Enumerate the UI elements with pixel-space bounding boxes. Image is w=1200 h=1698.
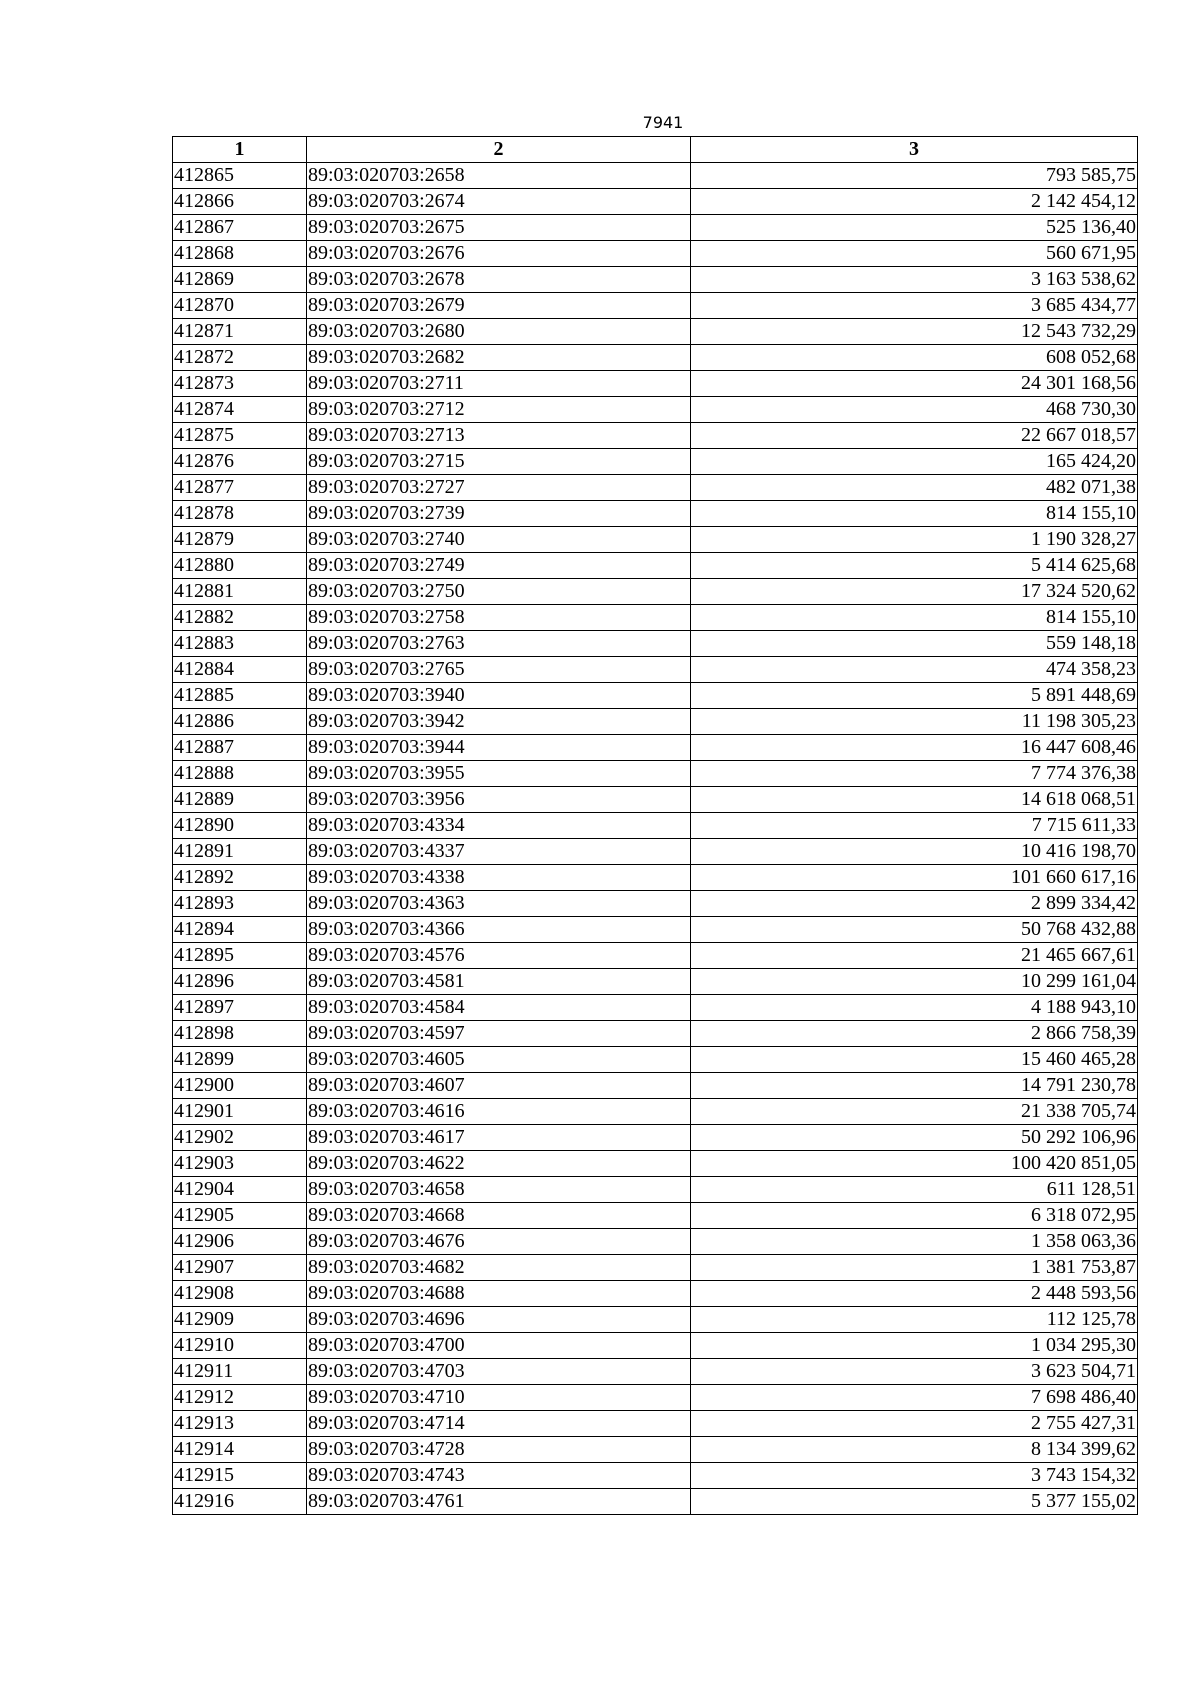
cadastral-number-cell: 89:03:020703:4676 <box>307 1229 691 1255</box>
cadastral-value-cell: 50 768 432,88 <box>691 917 1138 943</box>
cadastral-number-cell: 89:03:020703:2739 <box>307 501 691 527</box>
cadastral-number-cell: 89:03:020703:4710 <box>307 1385 691 1411</box>
row-number-cell: 412901 <box>173 1099 307 1125</box>
table-row <box>173 189 1138 215</box>
table-row <box>173 1177 1138 1203</box>
row-number-cell: 412869 <box>173 267 307 293</box>
column-header-number: 1 <box>173 137 307 163</box>
row-number-cell: 412868 <box>173 241 307 267</box>
cadastral-value-cell: 1 190 328,27 <box>691 527 1138 553</box>
row-number-cell: 412870 <box>173 293 307 319</box>
table-row <box>173 1333 1138 1359</box>
cadastral-value-cell: 22 667 018,57 <box>691 423 1138 449</box>
table-row <box>173 1073 1138 1099</box>
cadastral-number-cell: 89:03:020703:3944 <box>307 735 691 761</box>
cadastral-number-cell: 89:03:020703:2680 <box>307 319 691 345</box>
row-number-cell: 412882 <box>173 605 307 631</box>
cadastral-number-cell: 89:03:020703:4688 <box>307 1281 691 1307</box>
table-row <box>173 943 1138 969</box>
table-row <box>173 1151 1138 1177</box>
row-number-cell: 412872 <box>173 345 307 371</box>
row-number-cell: 412877 <box>173 475 307 501</box>
cadastral-value-cell: 24 301 168,56 <box>691 371 1138 397</box>
cadastral-value-cell: 7 774 376,38 <box>691 761 1138 787</box>
table-row <box>173 709 1138 735</box>
cadastral-number-cell: 89:03:020703:4728 <box>307 1437 691 1463</box>
table-row <box>173 761 1138 787</box>
cadastral-number-cell: 89:03:020703:4581 <box>307 969 691 995</box>
table-row <box>173 1359 1138 1385</box>
table-row <box>173 735 1138 761</box>
cadastral-value-cell: 559 148,18 <box>691 631 1138 657</box>
cadastral-value-cell: 2 755 427,31 <box>691 1411 1138 1437</box>
cadastral-number-cell: 89:03:020703:4622 <box>307 1151 691 1177</box>
table-row <box>173 293 1138 319</box>
row-number-cell: 412916 <box>173 1489 307 1515</box>
table-row <box>173 163 1138 189</box>
cadastral-value-cell: 14 791 230,78 <box>691 1073 1138 1099</box>
header-row <box>173 137 1138 163</box>
table-row <box>173 1437 1138 1463</box>
table-header <box>173 137 1138 163</box>
table-row <box>173 215 1138 241</box>
row-number-cell: 412890 <box>173 813 307 839</box>
cadastral-value-cell: 525 136,40 <box>691 215 1138 241</box>
cadastral-value-cell: 16 447 608,46 <box>691 735 1138 761</box>
cadastral-number-cell: 89:03:020703:2750 <box>307 579 691 605</box>
cadastral-value-cell: 5 377 155,02 <box>691 1489 1138 1515</box>
row-number-cell: 412883 <box>173 631 307 657</box>
row-number-cell: 412907 <box>173 1255 307 1281</box>
cadastral-number-cell: 89:03:020703:2740 <box>307 527 691 553</box>
row-number-cell: 412913 <box>173 1411 307 1437</box>
table-row <box>173 1411 1138 1437</box>
cadastral-value-table <box>172 136 1138 1515</box>
row-number-cell: 412891 <box>173 839 307 865</box>
cadastral-value-cell: 11 198 305,23 <box>691 709 1138 735</box>
table-row <box>173 241 1138 267</box>
row-number-cell: 412895 <box>173 943 307 969</box>
row-number-cell: 412904 <box>173 1177 307 1203</box>
cadastral-number-cell: 89:03:020703:2682 <box>307 345 691 371</box>
cadastral-value-cell: 50 292 106,96 <box>691 1125 1138 1151</box>
cadastral-value-cell: 3 623 504,71 <box>691 1359 1138 1385</box>
cadastral-number-cell: 89:03:020703:4576 <box>307 943 691 969</box>
cadastral-number-cell: 89:03:020703:4714 <box>307 1411 691 1437</box>
row-number-cell: 412871 <box>173 319 307 345</box>
cadastral-number-cell: 89:03:020703:2678 <box>307 267 691 293</box>
cadastral-number-cell: 89:03:020703:4363 <box>307 891 691 917</box>
cadastral-value-cell: 100 420 851,05 <box>691 1151 1138 1177</box>
table-row <box>173 605 1138 631</box>
row-number-cell: 412867 <box>173 215 307 241</box>
row-number-cell: 412886 <box>173 709 307 735</box>
cadastral-value-cell: 814 155,10 <box>691 501 1138 527</box>
table-row <box>173 891 1138 917</box>
table-row <box>173 1229 1138 1255</box>
table-row <box>173 1385 1138 1411</box>
cadastral-value-cell: 14 618 068,51 <box>691 787 1138 813</box>
cadastral-number-cell: 89:03:020703:4617 <box>307 1125 691 1151</box>
cadastral-value-cell: 2 899 334,42 <box>691 891 1138 917</box>
cadastral-value-cell: 7 698 486,40 <box>691 1385 1138 1411</box>
cadastral-value-cell: 15 460 465,28 <box>691 1047 1138 1073</box>
row-number-cell: 412899 <box>173 1047 307 1073</box>
table-row <box>173 1099 1138 1125</box>
cadastral-value-cell: 8 134 399,62 <box>691 1437 1138 1463</box>
row-number-cell: 412887 <box>173 735 307 761</box>
table-row <box>173 1463 1138 1489</box>
table-row <box>173 449 1138 475</box>
table-row <box>173 787 1138 813</box>
row-number-cell: 412900 <box>173 1073 307 1099</box>
row-number-cell: 412874 <box>173 397 307 423</box>
table-row <box>173 345 1138 371</box>
row-number-cell: 412906 <box>173 1229 307 1255</box>
cadastral-value-cell: 793 585,75 <box>691 163 1138 189</box>
table-row <box>173 657 1138 683</box>
cadastral-number-cell: 89:03:020703:4682 <box>307 1255 691 1281</box>
table-row <box>173 423 1138 449</box>
table-row <box>173 1203 1138 1229</box>
cadastral-number-cell: 89:03:020703:4703 <box>307 1359 691 1385</box>
cadastral-value-cell: 1 034 295,30 <box>691 1333 1138 1359</box>
cadastral-value-cell: 21 338 705,74 <box>691 1099 1138 1125</box>
row-number-cell: 412897 <box>173 995 307 1021</box>
column-header-cadastral-value: 3 <box>691 137 1138 163</box>
cadastral-number-cell: 89:03:020703:2712 <box>307 397 691 423</box>
cadastral-value-cell: 474 358,23 <box>691 657 1138 683</box>
row-number-cell: 412902 <box>173 1125 307 1151</box>
column-header-cadastral-number: 2 <box>307 137 691 163</box>
cadastral-number-cell: 89:03:020703:4743 <box>307 1463 691 1489</box>
row-number-cell: 412866 <box>173 189 307 215</box>
table-row <box>173 1307 1138 1333</box>
cadastral-number-cell: 89:03:020703:4668 <box>307 1203 691 1229</box>
cadastral-value-cell: 10 416 198,70 <box>691 839 1138 865</box>
table-row <box>173 553 1138 579</box>
row-number-cell: 412903 <box>173 1151 307 1177</box>
table-row <box>173 995 1138 1021</box>
cadastral-value-cell: 112 125,78 <box>691 1307 1138 1333</box>
table-row <box>173 397 1138 423</box>
row-number-cell: 412878 <box>173 501 307 527</box>
table-row <box>173 1489 1138 1515</box>
table-row <box>173 319 1138 345</box>
cadastral-value-cell: 608 052,68 <box>691 345 1138 371</box>
cadastral-value-cell: 482 071,38 <box>691 475 1138 501</box>
row-number-cell: 412894 <box>173 917 307 943</box>
table-row <box>173 917 1138 943</box>
row-number-cell: 412880 <box>173 553 307 579</box>
cadastral-number-cell: 89:03:020703:4337 <box>307 839 691 865</box>
cadastral-value-cell: 2 866 758,39 <box>691 1021 1138 1047</box>
table-row <box>173 683 1138 709</box>
cadastral-number-cell: 89:03:020703:3955 <box>307 761 691 787</box>
table-row <box>173 1125 1138 1151</box>
cadastral-number-cell: 89:03:020703:2715 <box>307 449 691 475</box>
cadastral-value-cell: 3 163 538,62 <box>691 267 1138 293</box>
cadastral-number-cell: 89:03:020703:2679 <box>307 293 691 319</box>
table-row <box>173 371 1138 397</box>
row-number-cell: 412914 <box>173 1437 307 1463</box>
cadastral-number-cell: 89:03:020703:2675 <box>307 215 691 241</box>
row-number-cell: 412875 <box>173 423 307 449</box>
table-row <box>173 839 1138 865</box>
table-row <box>173 501 1138 527</box>
cadastral-value-cell: 1 358 063,36 <box>691 1229 1138 1255</box>
cadastral-value-cell: 1 381 753,87 <box>691 1255 1138 1281</box>
cadastral-value-cell: 5 891 448,69 <box>691 683 1138 709</box>
row-number-cell: 412898 <box>173 1021 307 1047</box>
cadastral-number-cell: 89:03:020703:2765 <box>307 657 691 683</box>
cadastral-number-cell: 89:03:020703:2658 <box>307 163 691 189</box>
cadastral-value-cell: 165 424,20 <box>691 449 1138 475</box>
row-number-cell: 412876 <box>173 449 307 475</box>
row-number-cell: 412879 <box>173 527 307 553</box>
table-row <box>173 865 1138 891</box>
cadastral-value-cell: 3 743 154,32 <box>691 1463 1138 1489</box>
cadastral-value-cell: 17 324 520,62 <box>691 579 1138 605</box>
cadastral-value-cell: 7 715 611,33 <box>691 813 1138 839</box>
row-number-cell: 412908 <box>173 1281 307 1307</box>
page-number: 7941 <box>642 113 684 132</box>
table-row <box>173 1281 1138 1307</box>
table-row <box>173 813 1138 839</box>
cadastral-number-cell: 89:03:020703:4597 <box>307 1021 691 1047</box>
table-row <box>173 1021 1138 1047</box>
cadastral-number-cell: 89:03:020703:4607 <box>307 1073 691 1099</box>
table-body <box>173 163 1138 1515</box>
cadastral-value-cell: 3 685 434,77 <box>691 293 1138 319</box>
row-number-cell: 412912 <box>173 1385 307 1411</box>
row-number-cell: 412893 <box>173 891 307 917</box>
cadastral-number-cell: 89:03:020703:2758 <box>307 605 691 631</box>
row-number-cell: 412873 <box>173 371 307 397</box>
cadastral-value-cell: 12 543 732,29 <box>691 319 1138 345</box>
cadastral-number-cell: 89:03:020703:4338 <box>307 865 691 891</box>
cadastral-value-cell: 4 188 943,10 <box>691 995 1138 1021</box>
table-row <box>173 527 1138 553</box>
row-number-cell: 412896 <box>173 969 307 995</box>
cadastral-number-cell: 89:03:020703:2713 <box>307 423 691 449</box>
cadastral-number-cell: 89:03:020703:4366 <box>307 917 691 943</box>
cadastral-number-cell: 89:03:020703:3940 <box>307 683 691 709</box>
row-number-cell: 412881 <box>173 579 307 605</box>
cadastral-number-cell: 89:03:020703:3956 <box>307 787 691 813</box>
table-row <box>173 579 1138 605</box>
cadastral-number-cell: 89:03:020703:2763 <box>307 631 691 657</box>
cadastral-value-cell: 2 142 454,12 <box>691 189 1138 215</box>
cadastral-number-cell: 89:03:020703:2749 <box>307 553 691 579</box>
cadastral-number-cell: 89:03:020703:4696 <box>307 1307 691 1333</box>
cadastral-value-cell: 560 671,95 <box>691 241 1138 267</box>
cadastral-number-cell: 89:03:020703:2727 <box>307 475 691 501</box>
table-row <box>173 1047 1138 1073</box>
cadastral-number-cell: 89:03:020703:4700 <box>307 1333 691 1359</box>
table-row <box>173 475 1138 501</box>
cadastral-value-cell: 101 660 617,16 <box>691 865 1138 891</box>
row-number-cell: 412888 <box>173 761 307 787</box>
cadastral-value-cell: 6 318 072,95 <box>691 1203 1138 1229</box>
cadastral-value-cell: 5 414 625,68 <box>691 553 1138 579</box>
cadastral-number-cell: 89:03:020703:4605 <box>307 1047 691 1073</box>
row-number-cell: 412889 <box>173 787 307 813</box>
row-number-cell: 412865 <box>173 163 307 189</box>
cadastral-value-cell: 611 128,51 <box>691 1177 1138 1203</box>
cadastral-value-cell: 10 299 161,04 <box>691 969 1138 995</box>
cadastral-number-cell: 89:03:020703:4761 <box>307 1489 691 1515</box>
cadastral-value-cell: 468 730,30 <box>691 397 1138 423</box>
cadastral-number-cell: 89:03:020703:4584 <box>307 995 691 1021</box>
cadastral-value-cell: 814 155,10 <box>691 605 1138 631</box>
row-number-cell: 412892 <box>173 865 307 891</box>
row-number-cell: 412910 <box>173 1333 307 1359</box>
row-number-cell: 412884 <box>173 657 307 683</box>
cadastral-value-cell: 21 465 667,61 <box>691 943 1138 969</box>
table-row <box>173 631 1138 657</box>
table-row <box>173 267 1138 293</box>
cadastral-number-cell: 89:03:020703:4334 <box>307 813 691 839</box>
cadastral-number-cell: 89:03:020703:2676 <box>307 241 691 267</box>
cadastral-number-cell: 89:03:020703:4616 <box>307 1099 691 1125</box>
row-number-cell: 412885 <box>173 683 307 709</box>
table-row <box>173 1255 1138 1281</box>
table-row <box>173 969 1138 995</box>
row-number-cell: 412915 <box>173 1463 307 1489</box>
cadastral-number-cell: 89:03:020703:2711 <box>307 371 691 397</box>
cadastral-number-cell: 89:03:020703:4658 <box>307 1177 691 1203</box>
row-number-cell: 412905 <box>173 1203 307 1229</box>
cadastral-value-cell: 2 448 593,56 <box>691 1281 1138 1307</box>
cadastral-number-cell: 89:03:020703:2674 <box>307 189 691 215</box>
cadastral-number-cell: 89:03:020703:3942 <box>307 709 691 735</box>
row-number-cell: 412911 <box>173 1359 307 1385</box>
row-number-cell: 412909 <box>173 1307 307 1333</box>
